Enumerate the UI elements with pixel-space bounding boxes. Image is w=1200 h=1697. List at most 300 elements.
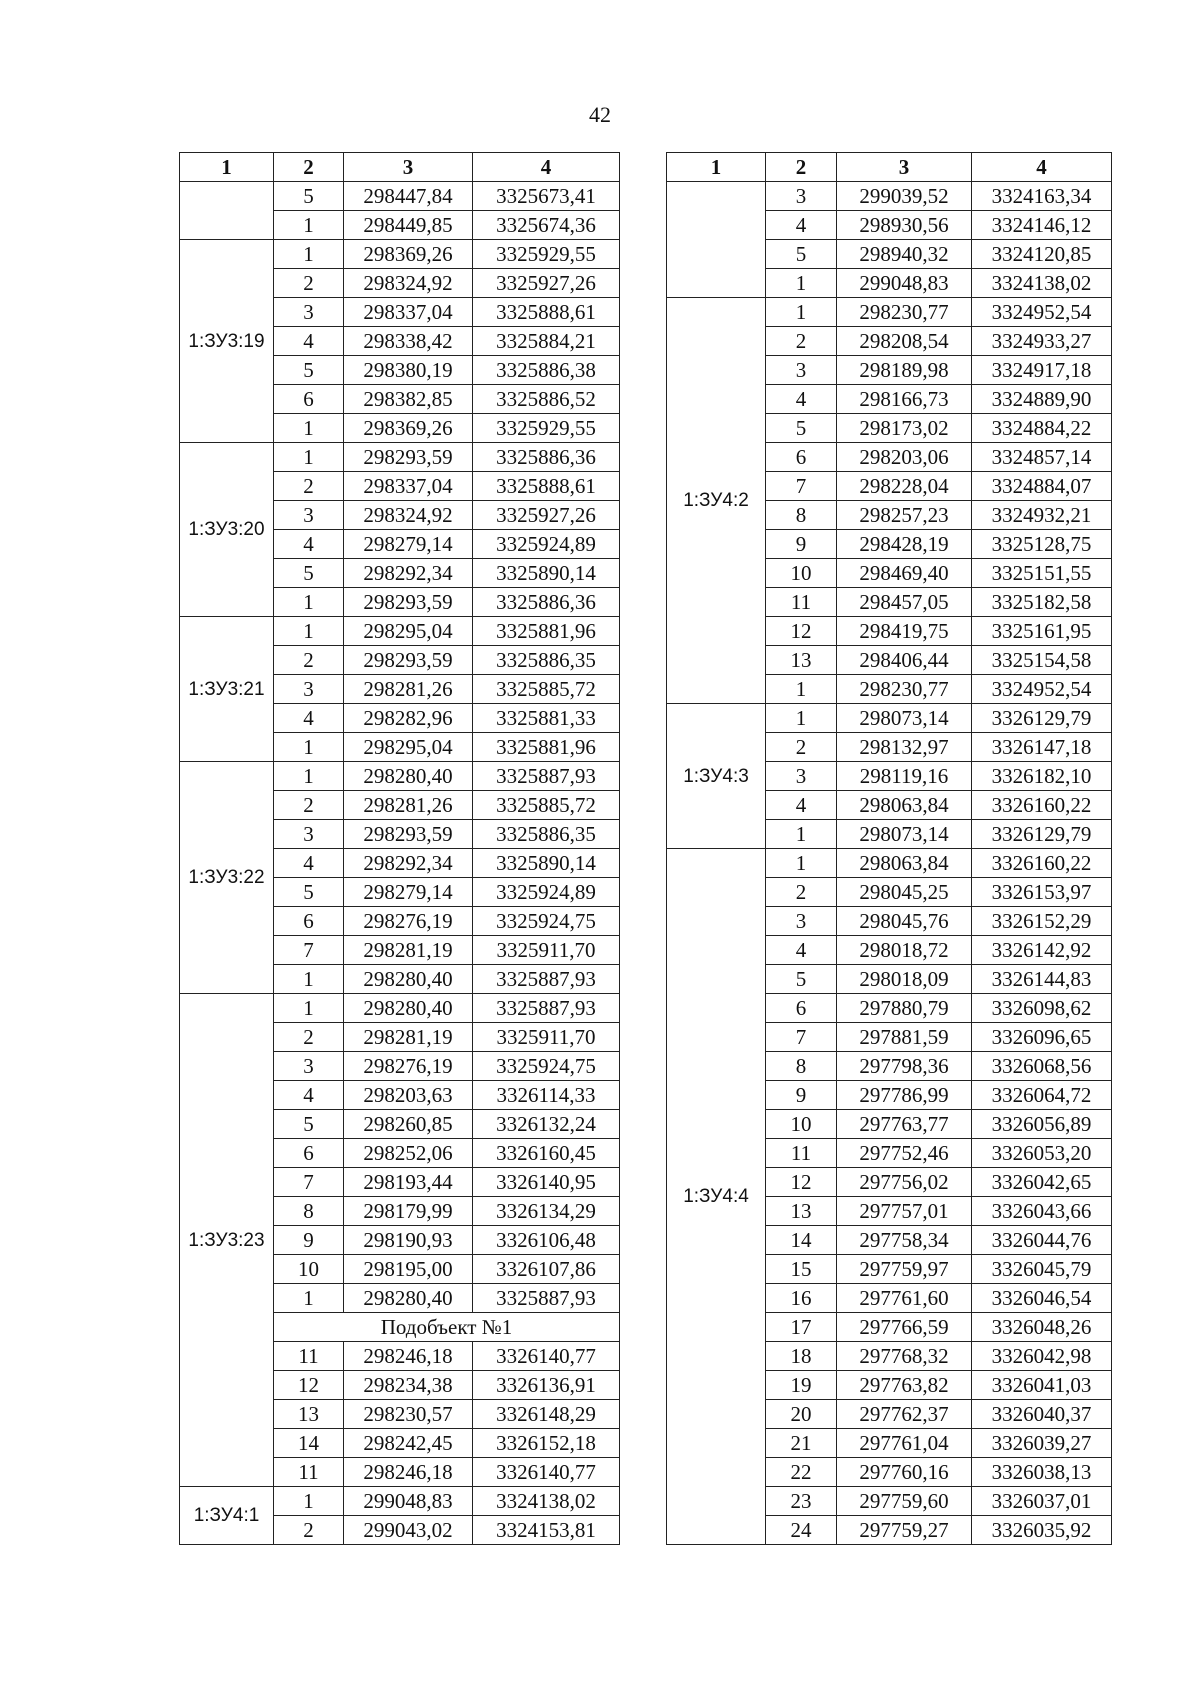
point-number: 5	[274, 878, 344, 907]
point-number: 12	[766, 1168, 837, 1197]
coord-y: 3325887,93	[473, 762, 620, 791]
coord-x: 297768,32	[837, 1342, 972, 1371]
coord-x: 298045,76	[837, 907, 972, 936]
point-number: 1	[274, 443, 344, 472]
coord-x: 298295,04	[344, 733, 473, 762]
coord-x: 298369,26	[344, 414, 473, 443]
coord-y: 3326182,10	[972, 762, 1112, 791]
coord-y: 3324884,07	[972, 472, 1112, 501]
point-number: 1	[766, 298, 837, 327]
point-number: 2	[274, 472, 344, 501]
coord-y: 3325886,38	[473, 356, 620, 385]
coord-y: 3326140,95	[473, 1168, 620, 1197]
header-col-4: 4	[473, 153, 620, 182]
point-number: 18	[766, 1342, 837, 1371]
coord-x: 298940,32	[837, 240, 972, 269]
coord-x: 299039,52	[837, 182, 972, 211]
coord-x: 298337,04	[344, 472, 473, 501]
point-number: 1	[766, 269, 837, 298]
coord-y: 3325674,36	[473, 211, 620, 240]
coord-y: 3325888,61	[473, 298, 620, 327]
point-number: 24	[766, 1516, 837, 1545]
coord-y: 3325924,75	[473, 907, 620, 936]
coord-x: 298279,14	[344, 530, 473, 559]
table-row	[667, 298, 1112, 327]
coord-y: 3326153,97	[972, 878, 1112, 907]
parcel-label: 1:ЗУ4:4	[667, 849, 766, 1545]
coord-y: 3326148,29	[473, 1400, 620, 1429]
point-number: 14	[766, 1226, 837, 1255]
point-number: 7	[766, 472, 837, 501]
coord-x: 297766,59	[837, 1313, 972, 1342]
coord-x: 298242,45	[344, 1429, 473, 1458]
point-number: 1	[766, 849, 837, 878]
table-row	[180, 182, 620, 211]
coord-y: 3325924,75	[473, 1052, 620, 1081]
coord-x: 298260,85	[344, 1110, 473, 1139]
point-number: 7	[766, 1023, 837, 1052]
coord-x: 298045,25	[837, 878, 972, 907]
header-col-2: 2	[274, 153, 344, 182]
coord-x: 298380,19	[344, 356, 473, 385]
coord-x: 298193,44	[344, 1168, 473, 1197]
point-number: 2	[274, 646, 344, 675]
coord-x: 298280,40	[344, 965, 473, 994]
coord-y: 3324952,54	[972, 298, 1112, 327]
point-number: 3	[766, 182, 837, 211]
table-row	[180, 1487, 620, 1516]
coord-x: 298281,26	[344, 791, 473, 820]
parcel-label: 1:ЗУ3:22	[180, 762, 274, 994]
coord-x: 298337,04	[344, 298, 473, 327]
coord-y: 3325881,96	[473, 617, 620, 646]
header-col-2: 2	[766, 153, 837, 182]
coord-y: 3326134,29	[473, 1197, 620, 1226]
coord-y: 3325886,36	[473, 588, 620, 617]
point-number: 5	[274, 182, 344, 211]
point-number: 3	[274, 501, 344, 530]
point-number: 11	[274, 1458, 344, 1487]
table-header-row	[667, 153, 1112, 182]
coord-x: 298203,06	[837, 443, 972, 472]
coord-x: 298406,44	[837, 646, 972, 675]
coord-x: 298457,05	[837, 588, 972, 617]
coord-y: 3325924,89	[473, 878, 620, 907]
point-number: 16	[766, 1284, 837, 1313]
coord-x: 298324,92	[344, 501, 473, 530]
coord-y: 3326044,76	[972, 1226, 1112, 1255]
coord-y: 3324163,34	[972, 182, 1112, 211]
point-number: 2	[274, 269, 344, 298]
point-number: 3	[766, 907, 837, 936]
coord-y: 3326048,26	[972, 1313, 1112, 1342]
table-body-left	[180, 182, 620, 1545]
parcel-label: 1:ЗУ3:20	[180, 443, 274, 617]
coord-y: 3326147,18	[972, 733, 1112, 762]
coord-x: 298369,26	[344, 240, 473, 269]
coord-x: 298295,04	[344, 617, 473, 646]
coord-x: 298119,16	[837, 762, 972, 791]
coord-y: 3325886,35	[473, 646, 620, 675]
coord-y: 3325929,55	[473, 414, 620, 443]
point-number: 1	[274, 965, 344, 994]
coord-y: 3324889,90	[972, 385, 1112, 414]
coord-y: 3324952,54	[972, 675, 1112, 704]
coord-x: 298292,34	[344, 849, 473, 878]
coord-y: 3324933,27	[972, 327, 1112, 356]
coord-y: 3325924,89	[473, 530, 620, 559]
coord-x: 297761,04	[837, 1429, 972, 1458]
coord-y: 3325887,93	[473, 994, 620, 1023]
point-number: 1	[274, 211, 344, 240]
coord-x: 298447,84	[344, 182, 473, 211]
point-number: 11	[766, 1139, 837, 1168]
coord-x: 298246,18	[344, 1458, 473, 1487]
coord-x: 298195,00	[344, 1255, 473, 1284]
point-number: 1	[766, 704, 837, 733]
coord-x: 297881,59	[837, 1023, 972, 1052]
point-number: 2	[766, 327, 837, 356]
point-number: 7	[274, 936, 344, 965]
coord-x: 298281,19	[344, 936, 473, 965]
point-number: 10	[766, 1110, 837, 1139]
coord-y: 3326160,22	[972, 849, 1112, 878]
coord-x: 299048,83	[837, 269, 972, 298]
coord-x: 298063,84	[837, 849, 972, 878]
coord-y: 3324917,18	[972, 356, 1112, 385]
coord-y: 3326046,54	[972, 1284, 1112, 1313]
parcel-label: 1:ЗУ3:23	[180, 994, 274, 1487]
coord-y: 3325927,26	[473, 501, 620, 530]
point-number: 1	[274, 588, 344, 617]
coord-y: 3324153,81	[473, 1516, 620, 1545]
coord-y: 3325884,21	[473, 327, 620, 356]
parcel-label: 1:ЗУ3:19	[180, 240, 274, 443]
point-number: 13	[766, 646, 837, 675]
point-number: 3	[766, 762, 837, 791]
table-row	[180, 994, 620, 1023]
coord-x: 298179,99	[344, 1197, 473, 1226]
point-number: 3	[274, 820, 344, 849]
coord-y: 3325128,75	[972, 530, 1112, 559]
point-number: 4	[274, 327, 344, 356]
coord-x: 298276,19	[344, 1052, 473, 1081]
page-number: 42	[589, 102, 611, 127]
coord-x: 297752,46	[837, 1139, 972, 1168]
coord-y: 3325927,26	[473, 269, 620, 298]
coord-x: 298190,93	[344, 1226, 473, 1255]
coord-y: 3326041,03	[972, 1371, 1112, 1400]
point-number: 4	[274, 1081, 344, 1110]
coordinates-table-left	[179, 152, 620, 1545]
coord-y: 3325673,41	[473, 182, 620, 211]
coord-x: 298230,77	[837, 675, 972, 704]
point-number: 23	[766, 1487, 837, 1516]
coord-y: 3325929,55	[473, 240, 620, 269]
point-number: 1	[766, 675, 837, 704]
point-number: 12	[766, 617, 837, 646]
table-row	[667, 849, 1112, 878]
point-number: 7	[274, 1168, 344, 1197]
coord-y: 3326114,33	[473, 1081, 620, 1110]
parcel-label	[667, 182, 766, 298]
point-number: 10	[766, 559, 837, 588]
point-number: 1	[274, 762, 344, 791]
point-number: 9	[766, 530, 837, 559]
coord-y: 3325885,72	[473, 791, 620, 820]
coordinates-table-right	[666, 152, 1112, 1545]
coord-y: 3325886,52	[473, 385, 620, 414]
point-number: 21	[766, 1429, 837, 1458]
header-col-3: 3	[344, 153, 473, 182]
point-number: 2	[274, 791, 344, 820]
coord-x: 298073,14	[837, 820, 972, 849]
point-number: 19	[766, 1371, 837, 1400]
coord-y: 3325151,55	[972, 559, 1112, 588]
coord-y: 3325881,33	[473, 704, 620, 733]
coord-x: 298428,19	[837, 530, 972, 559]
coord-x: 298469,40	[837, 559, 972, 588]
coord-y: 3324138,02	[473, 1487, 620, 1516]
point-number: 3	[274, 1052, 344, 1081]
point-number: 8	[766, 1052, 837, 1081]
coord-y: 3326096,65	[972, 1023, 1112, 1052]
subobject-label: Подобъект №1	[274, 1313, 620, 1342]
coord-x: 299048,83	[344, 1487, 473, 1516]
point-number: 6	[274, 907, 344, 936]
coord-x: 297880,79	[837, 994, 972, 1023]
coord-y: 3326040,37	[972, 1400, 1112, 1429]
point-number: 1	[274, 994, 344, 1023]
point-number: 14	[274, 1429, 344, 1458]
point-number: 4	[766, 791, 837, 820]
point-number: 8	[766, 501, 837, 530]
table-row	[667, 182, 1112, 211]
coord-y: 3326068,56	[972, 1052, 1112, 1081]
coord-x: 298930,56	[837, 211, 972, 240]
table-row	[667, 704, 1112, 733]
point-number: 1	[274, 414, 344, 443]
parcel-label: 1:ЗУ3:21	[180, 617, 274, 762]
coord-x: 298382,85	[344, 385, 473, 414]
coord-y: 3325154,58	[972, 646, 1112, 675]
coord-x: 298257,23	[837, 501, 972, 530]
coord-x: 298018,09	[837, 965, 972, 994]
coord-y: 3325890,14	[473, 849, 620, 878]
coord-y: 3326043,66	[972, 1197, 1112, 1226]
coord-y: 3326140,77	[473, 1342, 620, 1371]
coord-y: 3326160,45	[473, 1139, 620, 1168]
coord-y: 3326144,83	[972, 965, 1112, 994]
coord-x: 298280,40	[344, 994, 473, 1023]
point-number: 5	[766, 414, 837, 443]
point-number: 5	[766, 965, 837, 994]
coord-y: 3324884,22	[972, 414, 1112, 443]
coord-y: 3326107,86	[473, 1255, 620, 1284]
coord-y: 3324857,14	[972, 443, 1112, 472]
point-number: 2	[274, 1023, 344, 1052]
coord-y: 3325887,93	[473, 965, 620, 994]
coord-x: 298282,96	[344, 704, 473, 733]
header-col-4: 4	[972, 153, 1112, 182]
point-number: 1	[274, 617, 344, 646]
coord-y: 3324138,02	[972, 269, 1112, 298]
coord-y: 3326053,20	[972, 1139, 1112, 1168]
point-number: 9	[766, 1081, 837, 1110]
point-number: 2	[274, 1516, 344, 1545]
coord-x: 298280,40	[344, 762, 473, 791]
point-number: 4	[274, 530, 344, 559]
coord-y: 3326142,92	[972, 936, 1112, 965]
coord-y: 3324146,12	[972, 211, 1112, 240]
point-number: 4	[766, 211, 837, 240]
coord-y: 3326042,65	[972, 1168, 1112, 1197]
coord-y: 3326037,01	[972, 1487, 1112, 1516]
coord-y: 3326039,27	[972, 1429, 1112, 1458]
point-number: 15	[766, 1255, 837, 1284]
parcel-label: 1:ЗУ4:2	[667, 298, 766, 704]
point-number: 8	[274, 1197, 344, 1226]
point-number: 11	[274, 1342, 344, 1371]
coord-y: 3325886,35	[473, 820, 620, 849]
coord-y: 3326129,79	[972, 820, 1112, 849]
point-number: 3	[766, 356, 837, 385]
coord-x: 298132,97	[837, 733, 972, 762]
point-number: 6	[274, 385, 344, 414]
point-number: 1	[766, 820, 837, 849]
coord-x: 297759,27	[837, 1516, 972, 1545]
point-number: 5	[274, 559, 344, 588]
table-row	[180, 443, 620, 472]
coord-x: 298449,85	[344, 211, 473, 240]
point-number: 3	[274, 298, 344, 327]
coord-x: 298324,92	[344, 269, 473, 298]
coord-y: 3326140,77	[473, 1458, 620, 1487]
parcel-label: 1:ЗУ4:3	[667, 704, 766, 849]
coord-x: 298073,14	[837, 704, 972, 733]
coord-x: 298246,18	[344, 1342, 473, 1371]
coord-x: 298293,59	[344, 646, 473, 675]
coord-x: 298063,84	[837, 791, 972, 820]
coord-x: 298280,40	[344, 1284, 473, 1313]
point-number: 3	[274, 675, 344, 704]
coord-x: 298234,38	[344, 1371, 473, 1400]
point-number: 5	[274, 1110, 344, 1139]
header-col-1: 1	[667, 153, 766, 182]
header-col-1: 1	[180, 153, 274, 182]
point-number: 2	[766, 733, 837, 762]
point-number: 12	[274, 1371, 344, 1400]
coord-x: 298208,54	[837, 327, 972, 356]
coord-x: 298338,42	[344, 327, 473, 356]
coord-x: 297763,82	[837, 1371, 972, 1400]
point-number: 20	[766, 1400, 837, 1429]
coord-x: 298173,02	[837, 414, 972, 443]
coord-y: 3325911,70	[473, 1023, 620, 1052]
point-number: 6	[274, 1139, 344, 1168]
table-body-right	[667, 182, 1112, 1545]
coord-x: 298018,72	[837, 936, 972, 965]
coord-x: 298279,14	[344, 878, 473, 907]
point-number: 6	[766, 994, 837, 1023]
coord-x: 298292,34	[344, 559, 473, 588]
point-number: 5	[766, 240, 837, 269]
coord-x: 298252,06	[344, 1139, 473, 1168]
coord-y: 3326160,22	[972, 791, 1112, 820]
table-row	[180, 762, 620, 791]
coord-x: 298166,73	[837, 385, 972, 414]
point-number: 2	[766, 878, 837, 907]
coord-x: 297759,60	[837, 1487, 972, 1516]
point-number: 1	[274, 1487, 344, 1516]
coord-x: 297758,34	[837, 1226, 972, 1255]
point-number: 4	[766, 385, 837, 414]
coord-y: 3326152,18	[473, 1429, 620, 1458]
coord-x: 297762,37	[837, 1400, 972, 1429]
point-number: 10	[274, 1255, 344, 1284]
coord-x: 298228,04	[837, 472, 972, 501]
coord-x: 298230,57	[344, 1400, 473, 1429]
coord-x: 298189,98	[837, 356, 972, 385]
coord-x: 297763,77	[837, 1110, 972, 1139]
point-number: 4	[274, 704, 344, 733]
coord-x: 298293,59	[344, 820, 473, 849]
coord-y: 3325182,58	[972, 588, 1112, 617]
coord-x: 298276,19	[344, 907, 473, 936]
coord-y: 3326098,62	[972, 994, 1112, 1023]
coord-y: 3325890,14	[473, 559, 620, 588]
coord-x: 297786,99	[837, 1081, 972, 1110]
coord-x: 297761,60	[837, 1284, 972, 1313]
coord-x: 297760,16	[837, 1458, 972, 1487]
coord-x: 298203,63	[344, 1081, 473, 1110]
coord-y: 3326038,13	[972, 1458, 1112, 1487]
coord-y: 3325886,36	[473, 443, 620, 472]
coord-y: 3326132,24	[473, 1110, 620, 1139]
coord-y: 3325881,96	[473, 733, 620, 762]
table-header-row	[180, 153, 620, 182]
point-number: 5	[274, 356, 344, 385]
coord-y: 3325161,95	[972, 617, 1112, 646]
point-number: 1	[274, 1284, 344, 1313]
point-number: 4	[766, 936, 837, 965]
coord-y: 3326152,29	[972, 907, 1112, 936]
header-col-3: 3	[837, 153, 972, 182]
coord-x: 298281,26	[344, 675, 473, 704]
point-number: 13	[766, 1197, 837, 1226]
coord-x: 298293,59	[344, 588, 473, 617]
point-number: 1	[274, 733, 344, 762]
point-number: 13	[274, 1400, 344, 1429]
point-number: 6	[766, 443, 837, 472]
point-number: 22	[766, 1458, 837, 1487]
point-number: 17	[766, 1313, 837, 1342]
parcel-label	[180, 182, 274, 240]
point-number: 1	[274, 240, 344, 269]
coord-x: 297759,97	[837, 1255, 972, 1284]
coord-y: 3325887,93	[473, 1284, 620, 1313]
coord-y: 3326106,48	[473, 1226, 620, 1255]
coord-x: 297757,01	[837, 1197, 972, 1226]
coord-y: 3325888,61	[473, 472, 620, 501]
parcel-label: 1:ЗУ4:1	[180, 1487, 274, 1545]
point-number: 11	[766, 588, 837, 617]
coord-y: 3326035,92	[972, 1516, 1112, 1545]
coord-x: 298230,77	[837, 298, 972, 327]
coord-y: 3324120,85	[972, 240, 1112, 269]
coord-y: 3324932,21	[972, 501, 1112, 530]
coord-y: 3326129,79	[972, 704, 1112, 733]
